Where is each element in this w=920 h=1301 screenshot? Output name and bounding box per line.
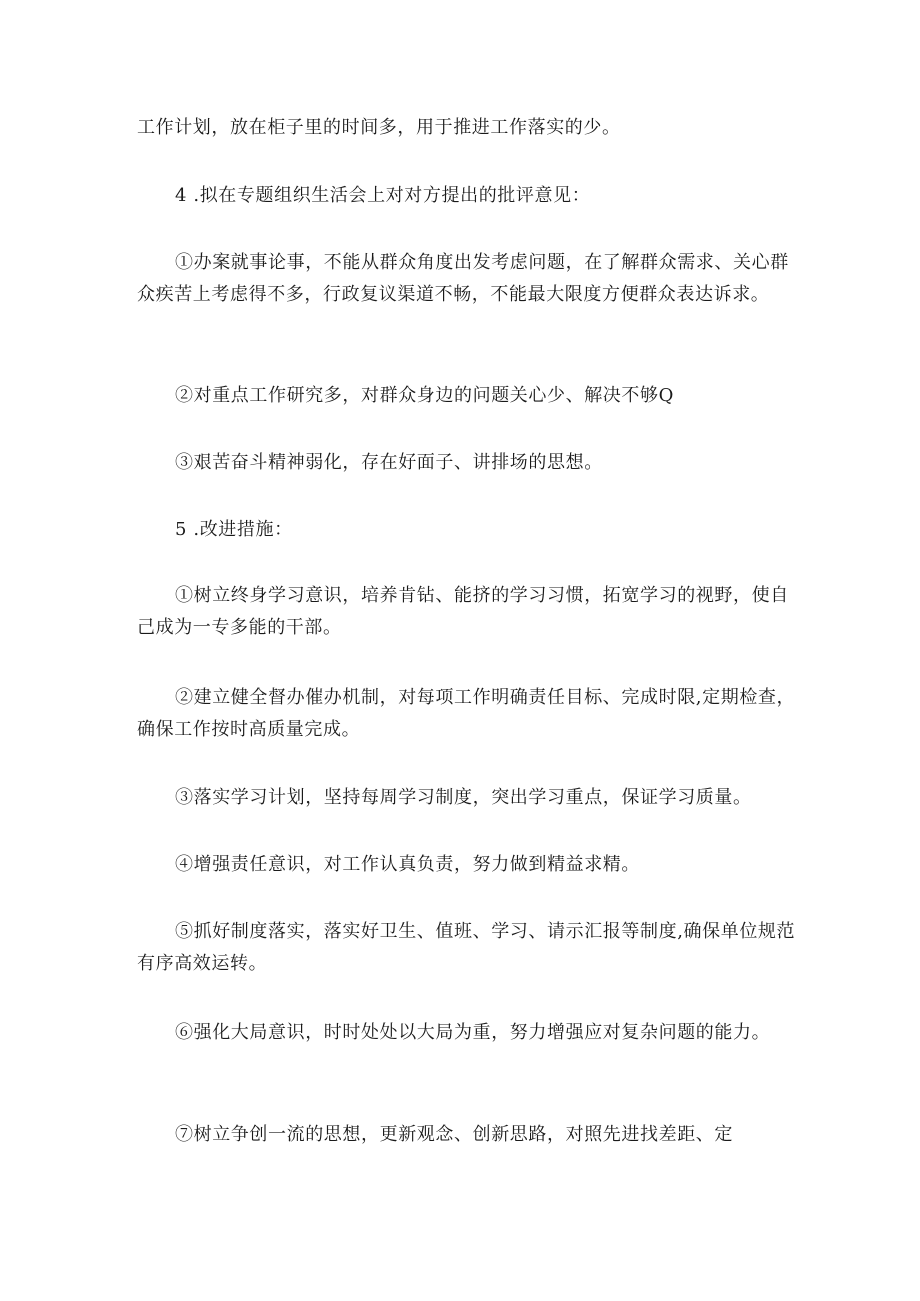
criticism-item-2: ②对重点工作研究多，对群众身边的问题关心少、解决不够Q <box>175 385 674 406</box>
measure-item-1: ①树立终身学习意识，培养肯钻、能挤的学习习惯，拓宽学习的视野，使自己成为一专多能的干部。 <box>137 585 789 638</box>
section-heading-measures: 5 .改进措施： <box>175 519 293 540</box>
measure-item-3: ③落实学习计划，坚持每周学习制度，突出学习重点，保证学习质量。 <box>175 787 752 808</box>
section-heading-criticism: 4 .拟在专题组织生活会上对对方提出的批评意见： <box>175 185 591 206</box>
paragraph-continuation: 工作计划，放在柜子里的时间多，用于推进工作落实的少。 <box>137 117 621 138</box>
measure-item-6: ⑥强化大局意识，时时处处以大局为重，努力增强应对复杂问题的能力。 <box>175 1022 771 1043</box>
measure-item-5: ⑤抓好制度落实，落实好卫生、值班、学习、请示汇报等制度,确保单位规范有序高效运转。 <box>137 921 796 974</box>
measure-item-7: ⑦树立争创一流的思想，更新观念、创新思路，对照先进找差距、定 <box>175 1124 733 1145</box>
criticism-item-3: ③艰苦奋斗精神弱化，存在好面子、讲排场的思想。 <box>175 452 603 473</box>
criticism-item-1: ①办案就事论事，不能从群众角度出发考虑问题，在了解群众需求、关心群众疾苦上考虑得不多，行政复议渠道不畅，不能最大限度方便群众表达诉求。 <box>137 252 789 305</box>
measure-item-2: ②建立健全督办催办机制，对每项工作明确责任目标、完成时限,定期检查，确保工作按时高质量完成。 <box>137 687 796 740</box>
measure-item-4: ④增强责任意识，对工作认真负责，努力做到精益求精。 <box>175 854 640 875</box>
